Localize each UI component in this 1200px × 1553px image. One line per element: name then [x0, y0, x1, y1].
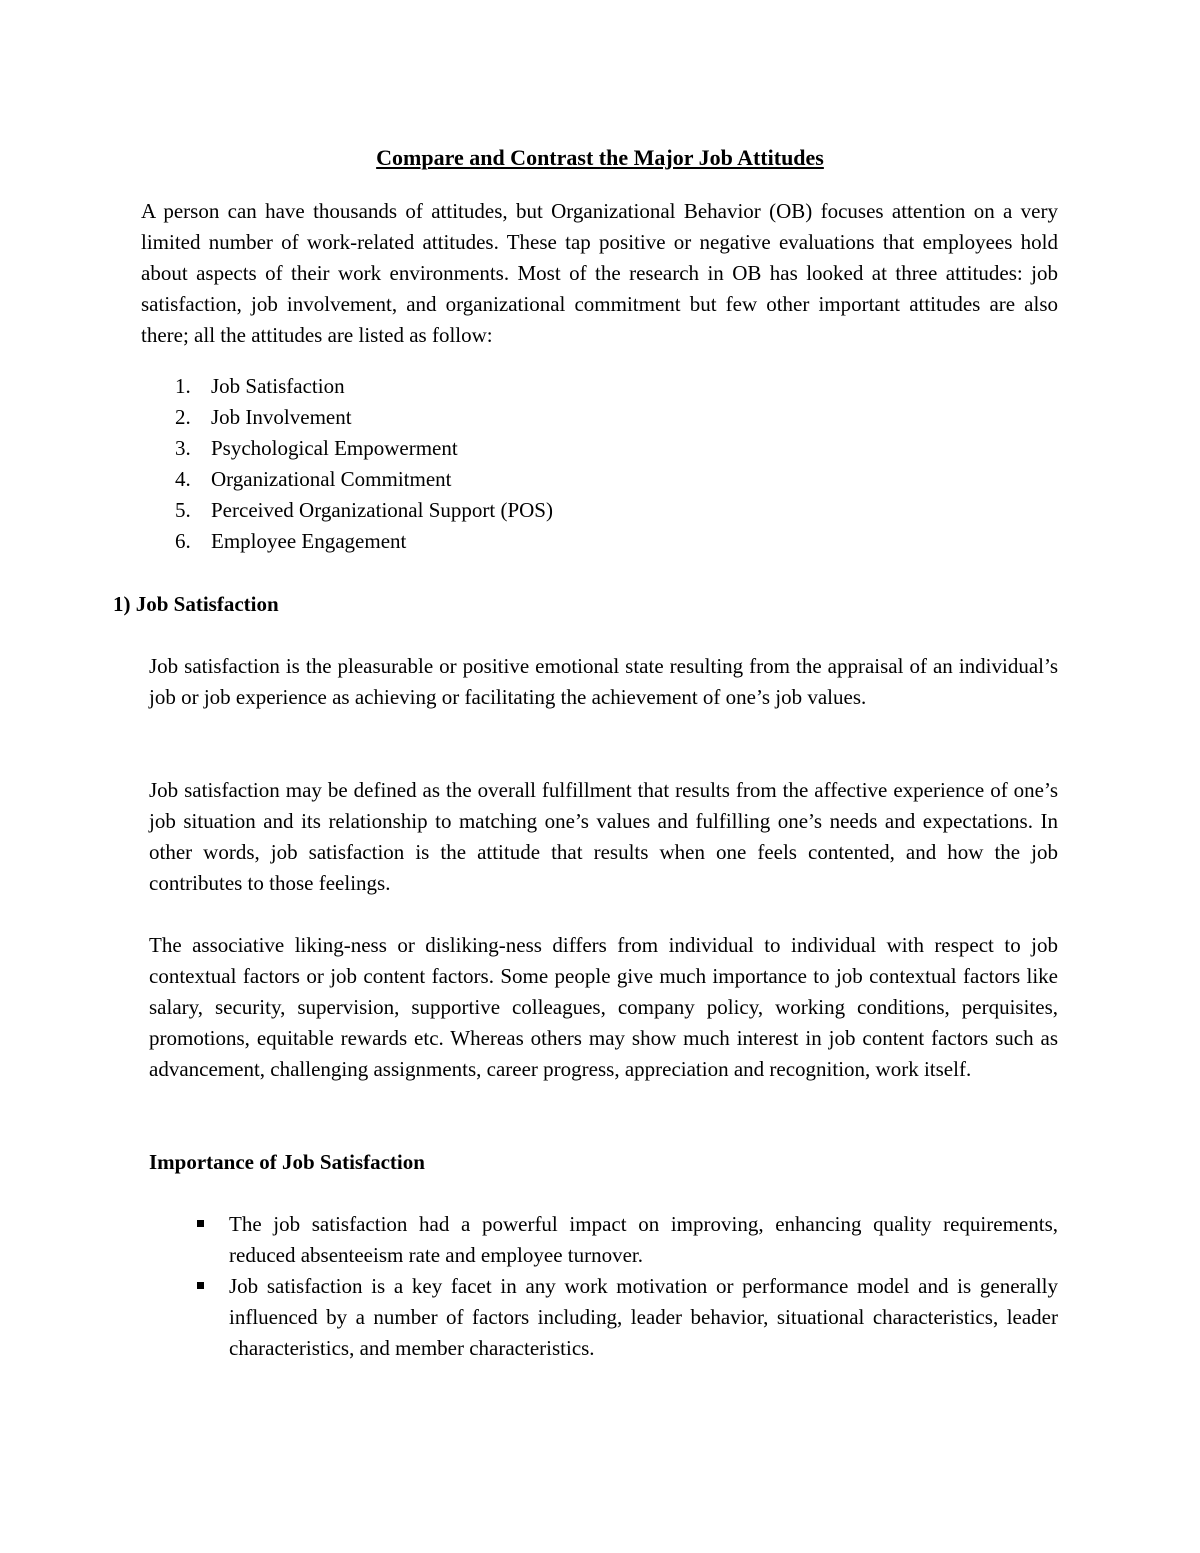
list-item-label: Job Satisfaction: [211, 374, 345, 398]
list-number: 2.: [175, 405, 191, 429]
list-item-label: Perceived Organizational Support (POS): [211, 498, 553, 522]
list-item: [141, 433, 553, 464]
list-item-label: Employee Engagement: [211, 529, 407, 553]
bullet-text: The job satisfaction had a powerful impact on improving, enhancing quality requirements, reduced absenteeism rate and employee turnover.: [229, 1212, 1058, 1267]
bullet-item: [149, 1271, 1058, 1364]
list-item-label: Job Involvement: [211, 405, 352, 429]
attitudes-list: [141, 371, 553, 557]
list-item: [141, 371, 553, 402]
square-bullet-icon: [197, 1220, 204, 1227]
document-title: Compare and Contrast the Major Job Attitudes: [376, 145, 824, 170]
list-number: 1.: [175, 374, 191, 398]
importance-bullet-list: [149, 1209, 1058, 1364]
bullet-item: [149, 1209, 1058, 1271]
list-item: [141, 526, 553, 557]
list-number: 5.: [175, 498, 191, 522]
list-number: 3.: [175, 436, 191, 460]
list-item: [141, 464, 553, 495]
list-number: 6.: [175, 529, 191, 553]
definition-paragraph-1: Job satisfaction is the pleasurable or positive emotional state resulting from the appraisal of an individual’s job or job experience as achieving or facilitating the achievement of one’s job values.: [149, 654, 1058, 709]
list-item-label: Psychological Empowerment: [211, 436, 458, 460]
factors-paragraph: The associative liking-ness or disliking-ness differs from individual to individual with respect to job contextual factors or job content factors. Some people give much importance to job contextual factors like salary, security, supervision, supportive colleagues, company policy, working conditions, perquisites, promotions, equitable rewards etc. Whereas others may show much interest in job content factors such as advancement, challenging assignments, career progress, appreciation and recognition, work itself.: [149, 933, 1058, 1081]
intro-paragraph: A person can have thousands of attitudes, but Organizational Behavior (OB) focuses attention on a very limited number of work-related attitudes. These tap positive or negative evaluations that employees hold about aspects of their work environments. Most of the research in OB has looked at three attitudes: job satisfaction, job involvement, and organizational commitment but few other important attitudes are also there; all the attitudes are listed as follow:: [141, 199, 1058, 347]
definition-paragraph-2: Job satisfaction may be defined as the overall fulfillment that results from the affective experience of one’s job situation and its relationship to matching one’s values and fulfilling one’s needs and expectations. In other words, job satisfaction is the attitude that results when one feels contented, and how the job contributes to those feelings.: [149, 778, 1058, 895]
importance-heading: Importance of Job Satisfaction: [149, 1150, 425, 1174]
list-number: 4.: [175, 467, 191, 491]
bullet-text: Job satisfaction is a key facet in any work motivation or performance model and is generally influenced by a number of factors including, leader behavior, situational characteristics, leader characteristics, and member characteristics.: [229, 1274, 1058, 1360]
section-heading-job-satisfaction: 1) Job Satisfaction: [113, 592, 279, 616]
list-item: [141, 495, 553, 526]
list-item-label: Organizational Commitment: [211, 467, 452, 491]
square-bullet-icon: [197, 1282, 204, 1289]
list-item: [141, 402, 553, 433]
